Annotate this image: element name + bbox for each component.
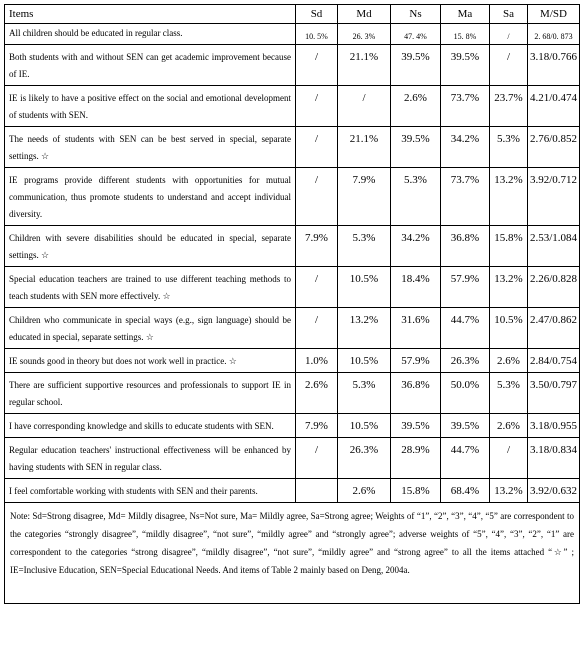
cell-ns: 15.8% bbox=[391, 479, 441, 503]
table-row bbox=[5, 414, 580, 438]
cell-md: 10.5% bbox=[338, 414, 391, 438]
cell-ns: 31.6% bbox=[391, 308, 441, 349]
cell-sa: / bbox=[490, 24, 528, 45]
header-items: Items bbox=[5, 5, 296, 24]
header-sa: Sa bbox=[490, 5, 528, 24]
table-row bbox=[5, 226, 580, 267]
row-item-text: Children who communicate in special ways (e.g., sign language) should be educated in special, separate settings. ☆ bbox=[5, 308, 296, 349]
cell-ma: 26.3% bbox=[441, 349, 490, 373]
cell-sd: / bbox=[296, 267, 338, 308]
table-row bbox=[5, 267, 580, 308]
cell-sa: 13.2% bbox=[490, 168, 528, 226]
row-item-text: Children with severe disabilities should be educated in special, separate settings. ☆ bbox=[5, 226, 296, 267]
cell-sa: 2.6% bbox=[490, 414, 528, 438]
row-item-text: IE is likely to have a positive effect on the social and emotional development of students with SEN. bbox=[5, 86, 296, 127]
note-row bbox=[5, 503, 580, 604]
cell-ma: 34.2% bbox=[441, 127, 490, 168]
row-item-text: All children should be educated in regular class. bbox=[5, 24, 296, 45]
cell-msd: 3.18/0.766 bbox=[528, 45, 580, 86]
table-row bbox=[5, 373, 580, 414]
header-sd: Sd bbox=[296, 5, 338, 24]
cell-sd: 10. 5% bbox=[296, 24, 338, 45]
cell-md: 10.5% bbox=[338, 349, 391, 373]
table-row bbox=[5, 349, 580, 373]
cell-msd: 3.18/0.955 bbox=[528, 414, 580, 438]
cell-ns: 39.5% bbox=[391, 45, 441, 86]
cell-md: 26. 3% bbox=[338, 24, 391, 45]
cell-ma: 73.7% bbox=[441, 168, 490, 226]
cell-md: 21.1% bbox=[338, 127, 391, 168]
cell-ns: 57.9% bbox=[391, 349, 441, 373]
cell-sd: 7.9% bbox=[296, 414, 338, 438]
cell-msd: 3.50/0.797 bbox=[528, 373, 580, 414]
cell-sd: / bbox=[296, 127, 338, 168]
cell-sd: / bbox=[296, 308, 338, 349]
row-item-text: Both students with and without SEN can get academic improvement because of IE. bbox=[5, 45, 296, 86]
table-row bbox=[5, 24, 580, 45]
cell-ns: 2.6% bbox=[391, 86, 441, 127]
cell-sa: 23.7% bbox=[490, 86, 528, 127]
cell-ma: 44.7% bbox=[441, 308, 490, 349]
cell-md: 26.3% bbox=[338, 438, 391, 479]
cell-md: 21.1% bbox=[338, 45, 391, 86]
header-row bbox=[5, 5, 580, 24]
cell-sd: / bbox=[296, 86, 338, 127]
row-item-text: Regular education teachers' instructional effectiveness will be enhanced by having students with SEN in regular class. bbox=[5, 438, 296, 479]
header-md: Md bbox=[338, 5, 391, 24]
cell-sd: 1.0% bbox=[296, 349, 338, 373]
header-msd: M/SD bbox=[528, 5, 580, 24]
cell-sa: 10.5% bbox=[490, 308, 528, 349]
cell-ns: 28.9% bbox=[391, 438, 441, 479]
table-row bbox=[5, 127, 580, 168]
cell-msd: 2. 68/0. 873 bbox=[528, 24, 580, 45]
cell-sd: 7.9% bbox=[296, 226, 338, 267]
cell-ma: 39.5% bbox=[441, 45, 490, 86]
table-row bbox=[5, 479, 580, 503]
cell-sa: / bbox=[490, 45, 528, 86]
cell-msd: 3.92/0.712 bbox=[528, 168, 580, 226]
row-item-text: IE sounds good in theory but does not work well in practice. ☆ bbox=[5, 349, 296, 373]
cell-md: 2.6% bbox=[338, 479, 391, 503]
cell-msd: 2.76/0.852 bbox=[528, 127, 580, 168]
cell-sd: / bbox=[296, 168, 338, 226]
cell-sd: / bbox=[296, 45, 338, 86]
cell-ma: 39.5% bbox=[441, 414, 490, 438]
cell-ns: 5.3% bbox=[391, 168, 441, 226]
table-row bbox=[5, 86, 580, 127]
survey-table-container bbox=[4, 4, 579, 604]
cell-sa: 15.8% bbox=[490, 226, 528, 267]
cell-ns: 47. 4% bbox=[391, 24, 441, 45]
cell-ma: 68.4% bbox=[441, 479, 490, 503]
cell-ns: 36.8% bbox=[391, 373, 441, 414]
cell-sa: 5.3% bbox=[490, 373, 528, 414]
cell-msd: 4.21/0.474 bbox=[528, 86, 580, 127]
cell-md: / bbox=[338, 86, 391, 127]
cell-sd: / bbox=[296, 438, 338, 479]
cell-ns: 18.4% bbox=[391, 267, 441, 308]
cell-msd: 3.92/0.632 bbox=[528, 479, 580, 503]
cell-md: 5.3% bbox=[338, 373, 391, 414]
cell-ma: 73.7% bbox=[441, 86, 490, 127]
cell-md: 5.3% bbox=[338, 226, 391, 267]
table-note bbox=[5, 503, 580, 604]
survey-results-table bbox=[4, 4, 580, 604]
header-ma: Ma bbox=[441, 5, 490, 24]
cell-ns: 39.5% bbox=[391, 414, 441, 438]
table-row bbox=[5, 45, 580, 86]
row-item-text: IE programs provide different students with opportunities for mutual communication, thus promote students to understand and accept individual diversity. bbox=[5, 168, 296, 226]
cell-sa: 5.3% bbox=[490, 127, 528, 168]
cell-ns: 39.5% bbox=[391, 127, 441, 168]
cell-ns: 34.2% bbox=[391, 226, 441, 267]
row-item-text: I feel comfortable working with students with SEN and their parents. bbox=[5, 479, 296, 503]
cell-md: 7.9% bbox=[338, 168, 391, 226]
cell-sa: 13.2% bbox=[490, 267, 528, 308]
cell-sa: 2.6% bbox=[490, 349, 528, 373]
cell-md: 13.2% bbox=[338, 308, 391, 349]
cell-ma: 36.8% bbox=[441, 226, 490, 267]
cell-sd bbox=[296, 479, 338, 503]
row-item-text: There are sufficient supportive resources and professionals to support IE in regular school. bbox=[5, 373, 296, 414]
row-item-text: The needs of students with SEN can be best served in special, separate settings. ☆ bbox=[5, 127, 296, 168]
table-row bbox=[5, 308, 580, 349]
cell-msd: 2.84/0.754 bbox=[528, 349, 580, 373]
cell-md: 10.5% bbox=[338, 267, 391, 308]
cell-msd: 2.47/0.862 bbox=[528, 308, 580, 349]
table-row bbox=[5, 438, 580, 479]
row-item-text: Special education teachers are trained to use different teaching methods to teach students with SEN more effectively. ☆ bbox=[5, 267, 296, 308]
cell-ma: 15. 8% bbox=[441, 24, 490, 45]
cell-ma: 44.7% bbox=[441, 438, 490, 479]
row-item-text: I have corresponding knowledge and skills to educate students with SEN. bbox=[5, 414, 296, 438]
cell-ma: 57.9% bbox=[441, 267, 490, 308]
cell-sa: / bbox=[490, 438, 528, 479]
cell-ma: 50.0% bbox=[441, 373, 490, 414]
table-note-text: Note: Sd=Strong disagree, Md= Mildly disagree, Ns=Not sure, Ma= Mildly agree, Sa=Strong agree; Weights of “1”, “2”, “3”, “4”, “5” are correspondent to the categories “strongly disagree”, “mildly disagree”, “not sure”, “mildly agree” and “strongly agree”; adverse weights of “5”, “4”, “3”, “2”, “1” are correspondent to the categories “strong disagree”, “mildly disagree”, “not sure”, “mildly agree” and “strong agree” to all the items attached “☆” ; IE=Inclusive Education, SEN=Special Educational Needs. And items of Table 2 mainly based on Deng, 2004a. bbox=[10, 511, 574, 575]
cell-sa: 13.2% bbox=[490, 479, 528, 503]
cell-msd: 3.18/0.834 bbox=[528, 438, 580, 479]
cell-sd: 2.6% bbox=[296, 373, 338, 414]
table-row bbox=[5, 168, 580, 226]
cell-msd: 2.53/1.084 bbox=[528, 226, 580, 267]
cell-msd: 2.26/0.828 bbox=[528, 267, 580, 308]
header-ns: Ns bbox=[391, 5, 441, 24]
